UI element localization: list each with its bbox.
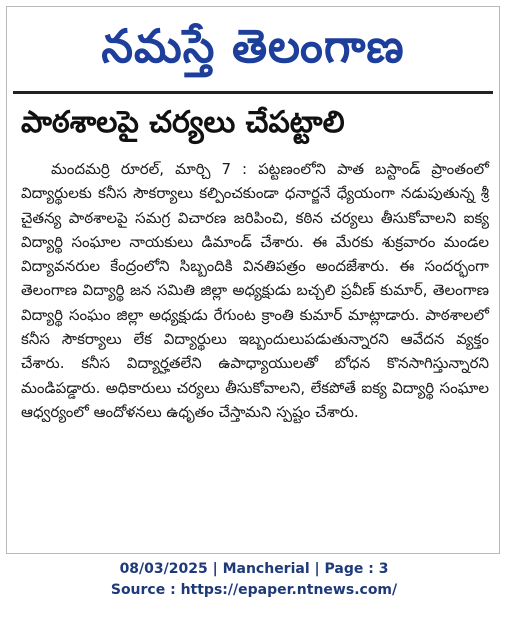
- article-headline: పాఠశాలపై చర్యలు చేపట్టాలి: [21, 105, 345, 140]
- clipping-frame: [6, 6, 500, 554]
- article-body: మందమర్రి రూరల్‌, మార్చి 7 : పట్టణంలోని పాత బస్టాండ్‌ ప్రాంతంలో విద్యార్థులకు కనీస సౌకర్యాలు కల్పించకుండా ధనార్జనే ధ్యేయంగా నడుపుతున్న శ్రీ చైతన్య పాఠశాలపై సమగ్ర విచారణ జరిపించి, కఠిన చర్యలు తీసుకోవాలని ఐక్య విద్యార్థి సంఘాల నాయకులు డిమాండ్‌ చేశారు. ఈ మేరకు శుక్రవారం మండల విద్యావనరుల కేంద్రంలోని సిబ్బందికి వినతిపత్రం అందజేశారు. ఈ సందర్భంగా తెలంగాణ విద్యార్థి జన సమితి జిల్లా అధ్యక్షుడు బచ్చలి ప్రవీణ్‌ కుమార్‌, తెలంగాణ విద్యార్థి సంఘం జిల్లా అధ్యక్షుడు రేగుంట క్రాంతి కుమార్‌ మాట్లాడారు. పాఠశాలలో కనీస సౌకర్యాలు లేక విద్యార్థులు ఇబ్బందులుపడుతున్నారని ఆవేదన వ్యక్తం చేశారు. కనీస విద్యార్హతలేని ఉపాధ్యాయులతో బోధన కొనసాగిస్తున్నారని మండిపడ్డారు. అధికారులు చర్యలు తీసుకోవాలని, లేకపోతే ఐక్య విద్యార్థి సంఘాల ఆధ్వర్యంలో ఆందోళనలు ఉధృతం చేస్తామని స్పష్టం చేశారు.: [21, 160, 489, 421]
- clipping-date-edition-page: 08/03/2025 | Mancherial | Page : 3: [119, 561, 389, 577]
- clipping-source-url[interactable]: Source : https://epaper.ntnews.com/: [110, 582, 398, 598]
- masthead-divider: [13, 91, 493, 94]
- newspaper-masthead: నమస్తే తెలంగాణ: [101, 19, 405, 73]
